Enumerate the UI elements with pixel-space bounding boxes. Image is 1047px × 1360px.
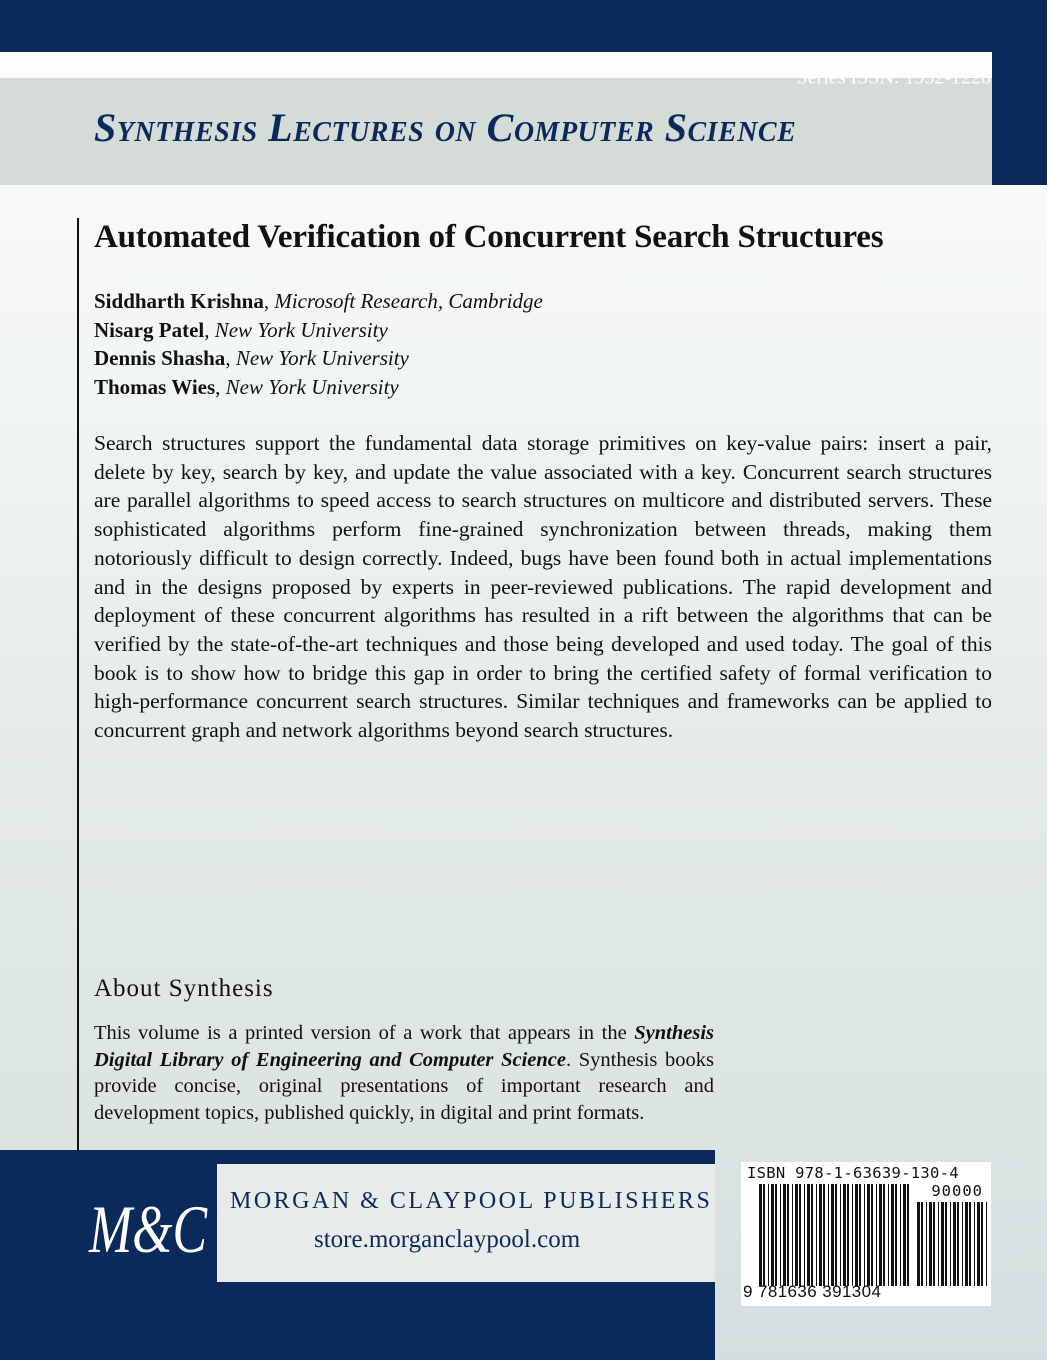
vertical-rule [77, 218, 79, 1150]
top-navy-bar [0, 0, 1047, 52]
barcode-bar [787, 1184, 789, 1286]
barcode-bar [804, 1184, 805, 1286]
barcode-bar [945, 1202, 947, 1286]
barcode-bar [847, 1184, 849, 1286]
about-text-start: This volume is a printed version of a work that appears in the [94, 1022, 635, 1044]
barcode-bar [859, 1184, 861, 1286]
barcode-bar [828, 1184, 829, 1286]
right-navy-strip [992, 52, 1047, 185]
barcode-bar [823, 1184, 825, 1286]
author-line: Nisarg Patel, New York University [94, 317, 388, 342]
author-affiliation: New York University [235, 346, 409, 371]
library-name: Synthesis Digital Library of Engineering and Computer Science [94, 1022, 714, 1071]
about-text-end: . Synthesis books provide concise, original presentations of important research and development topics, published quickly, in digital and print formats. [94, 1048, 715, 1124]
barcode-bar [921, 1202, 923, 1286]
barcode-bar [843, 1184, 846, 1286]
author-affiliation: New York University [225, 375, 399, 400]
barcode-bar [816, 1184, 817, 1286]
barcode-bar [895, 1184, 897, 1286]
about-heading: About Synthesis [94, 975, 274, 1002]
barcode-bar [871, 1184, 873, 1286]
logo-lettering: M&C [88, 1191, 208, 1267]
barcode-bar [981, 1202, 983, 1286]
barcode-bar [883, 1184, 885, 1286]
publisher-logo [79, 1164, 217, 1282]
barcode-bar [759, 1184, 762, 1286]
barcode-bar [879, 1184, 882, 1286]
barcode-bar [957, 1202, 959, 1286]
barcode-bar [933, 1202, 935, 1286]
barcode-bar [900, 1184, 901, 1286]
barcode-bar [811, 1184, 813, 1286]
barcode-bar [986, 1202, 987, 1286]
barcode-bar [771, 1184, 774, 1286]
barcode-bar [783, 1184, 786, 1286]
barcode-bar [835, 1184, 837, 1286]
barcode-bar [907, 1184, 909, 1286]
book-title: Automated Verification of Concurrent Search Structures [94, 219, 884, 255]
barcode-bar [780, 1184, 781, 1286]
price-code: 90000 [931, 1182, 983, 1200]
barcode-bar [831, 1184, 834, 1286]
barcode-bar [969, 1202, 971, 1286]
barcode-bar [807, 1184, 810, 1286]
series-title: Synthesis Lectures on Computer Science [94, 105, 797, 150]
author-affiliation: New York University [214, 317, 388, 342]
barcode-bar [852, 1184, 853, 1286]
barcode-bar [938, 1202, 939, 1286]
barcode-bar [867, 1184, 870, 1286]
mc-logo-icon [79, 1164, 217, 1282]
abstract-paragraph: Search structures support the fundamental data storage primitives on key-value pairs: insert a pair, delete by key, search by key, and update the value associated with a key. Concurrent search structures are parallel algorithms to speed access to search structures on multicore and distributed servers. These sophisticated algorithms perform fine-grained synchronization between threads, making them notoriously difficult to design correctly. Indeed, bugs have been found both in actual implementations and in the designs proposed by experts in peer-reviewed publications. The rapid development and deployment of these concurrent algorithms has resulted in a rift between the algorithms that can be verified by the state-of-the-art techniques and those being developed and used today. The goal of this book is to show how to bridge this gap in order to bring the certified safety of formal verification to high-performance concurrent search structures. Similar techniques and frameworks can be applied to concurrent graph and network algorithms beyond search structures. [94, 431, 992, 743]
barcode-bar [876, 1184, 877, 1286]
barcode-bar [950, 1202, 951, 1286]
publisher-url[interactable]: store.morganclaypool.com [314, 1226, 581, 1253]
author-line: Dennis Shasha, New York University [94, 346, 409, 371]
barcode-bar [974, 1202, 975, 1286]
barcode-bar [953, 1202, 956, 1286]
author-name: Nisarg Patel [94, 317, 205, 342]
barcode-bar [903, 1184, 906, 1286]
barcode-bar [891, 1184, 894, 1286]
series-issn: Series ISSN: 1932-1228 [796, 66, 991, 89]
ean-digits: 9 781636 391304 [743, 1282, 882, 1301]
barcode-bar [917, 1202, 920, 1286]
barcode-bar [929, 1202, 932, 1286]
barcode [741, 1162, 991, 1306]
about-paragraph [94, 1020, 714, 1126]
author-affiliation: Microsoft Research, Cambridge [274, 289, 543, 313]
barcode-bar [965, 1202, 968, 1286]
barcode-bar [775, 1184, 777, 1286]
barcode-bar [768, 1184, 769, 1286]
author-name: Siddharth Krishna [94, 289, 264, 313]
barcode-bar [799, 1184, 801, 1286]
author-line: Thomas Wies, New York University [94, 375, 399, 400]
barcode-bar [819, 1184, 822, 1286]
barcode-bar [888, 1184, 889, 1286]
barcode-bar [962, 1202, 963, 1286]
barcode-bar [792, 1184, 793, 1286]
author-list [94, 287, 543, 402]
barcode-bar [763, 1184, 765, 1286]
barcode-bar [926, 1202, 927, 1286]
barcode-bar [840, 1184, 841, 1286]
barcode-bar [941, 1202, 944, 1286]
barcode-bar [795, 1184, 798, 1286]
isbn-text: ISBN 978-1-63639-130-4 [747, 1164, 959, 1182]
author-name: Dennis Shasha [94, 346, 226, 371]
barcode-bar [855, 1184, 858, 1286]
author-name: Thomas Wies [94, 375, 216, 400]
barcode-bar [864, 1184, 865, 1286]
author-line: Siddharth Krishna, Microsoft Research, Cambridge [94, 289, 543, 313]
publisher-name: MORGAN & CLAYPOOL PUBLISHERS [230, 1188, 713, 1214]
barcode-bar [977, 1202, 980, 1286]
